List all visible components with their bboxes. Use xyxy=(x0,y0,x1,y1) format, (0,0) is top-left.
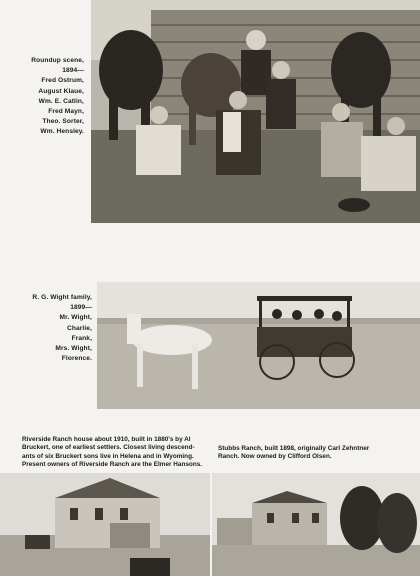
wight-family-caption: R. G. Wight family, 1899— Mr. Wight, Charlie, Frank, Mrs. Wight, Florence. xyxy=(32,294,92,363)
riverside-ranch-photo xyxy=(0,473,210,576)
roundup-scene-photo xyxy=(91,0,420,223)
roundup-caption: Roundup scene, 1894— Fred Ostrum, August Klaue, Wm. E. Catlin, Fred Mayn, Theo. Sorter, Wm. Hensley. xyxy=(31,57,84,136)
stubbs-ranch-photo xyxy=(212,473,420,576)
wight-family-photo xyxy=(97,282,420,409)
stubbs-ranch-caption: Stubbs Ranch, built 1898, originally Carl Zehntner Ranch. Now owned by Clifford Olsen. xyxy=(218,445,370,461)
riverside-ranch-caption: Riverside Ranch house about 1910, built in 1880's by Al Bruckert, one of earliest settlers. Closest living descend- ants of six Bruckert sons live in Helena and in Wyoming. Present owners of Riverside Ranch are the Elmer Hansons. xyxy=(22,436,203,469)
